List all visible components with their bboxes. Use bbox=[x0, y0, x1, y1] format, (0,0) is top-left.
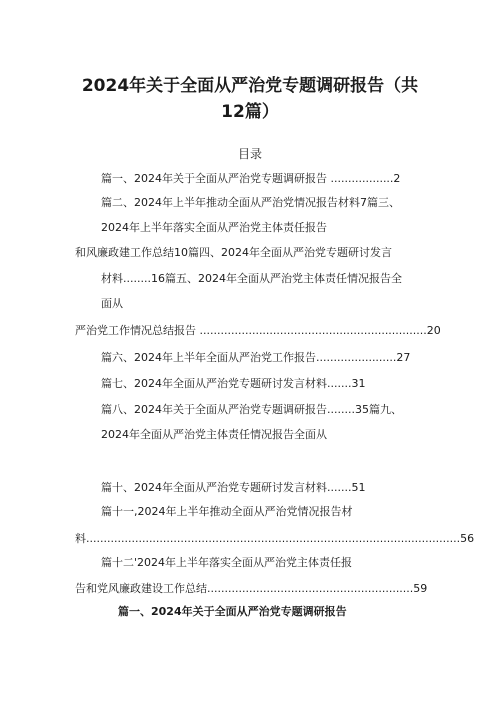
toc-entry: 篇七、2024年全面从严治党专题研讨发言材料.......31 bbox=[101, 377, 366, 390]
document-title-line-1: 2024年关于全面从严治党专题调研报告（共 bbox=[81, 76, 419, 96]
toc-entry: 篇十、2024年全面从严治党专题研讨发言材料.......51 bbox=[101, 481, 366, 494]
toc-entry: 严治党工作情况总结报告 .................................................................20 bbox=[75, 324, 441, 337]
toc-entry: 面从 bbox=[101, 297, 123, 310]
toc-entry: 篇八、2024年关于全面从严治党专题调研报告........35篇九、 bbox=[101, 403, 402, 416]
toc-entry: 篇六、2024年上半年全面从严治党工作报告.......................27 bbox=[101, 351, 411, 364]
toc-entry: 篇十二'2024年上半年落实全面从严治党主体责任报 bbox=[101, 556, 353, 569]
section-heading: 篇一、2024年关于全面从严治党专题调研报告 bbox=[118, 605, 347, 618]
toc-entry: 篇一、2024年关于全面从严治党专题调研报告 ..................2 bbox=[101, 172, 401, 185]
toc-heading: 目录 bbox=[237, 147, 262, 161]
toc-entry: 2024年上半年落实全面从严治党主体责任报告 bbox=[101, 221, 327, 234]
toc-entry: 料...........................................................................................................56 bbox=[75, 532, 475, 545]
toc-entry: 材料........16篇五、2024年全面从严治党主体责任情况报告全 bbox=[101, 272, 402, 285]
toc-entry: 2024年全面从严治党主体责任情况报告全面从 bbox=[101, 428, 327, 441]
toc-entry: 告和党风廉政建设工作总结...........................................................59 bbox=[75, 582, 428, 595]
toc-entry: 篇十一,2024年上半年推动全面从严治党情况报告材 bbox=[101, 505, 353, 518]
toc-entry: 篇二、2024年上半年推动全面从严治党情况报告材料7篇三、 bbox=[101, 196, 400, 209]
toc-entry: 和风廉政建工作总结10篇四、2024年全面从严治党专题研讨发言 bbox=[75, 246, 392, 259]
document-title-line-2: 12篇） bbox=[221, 102, 279, 122]
